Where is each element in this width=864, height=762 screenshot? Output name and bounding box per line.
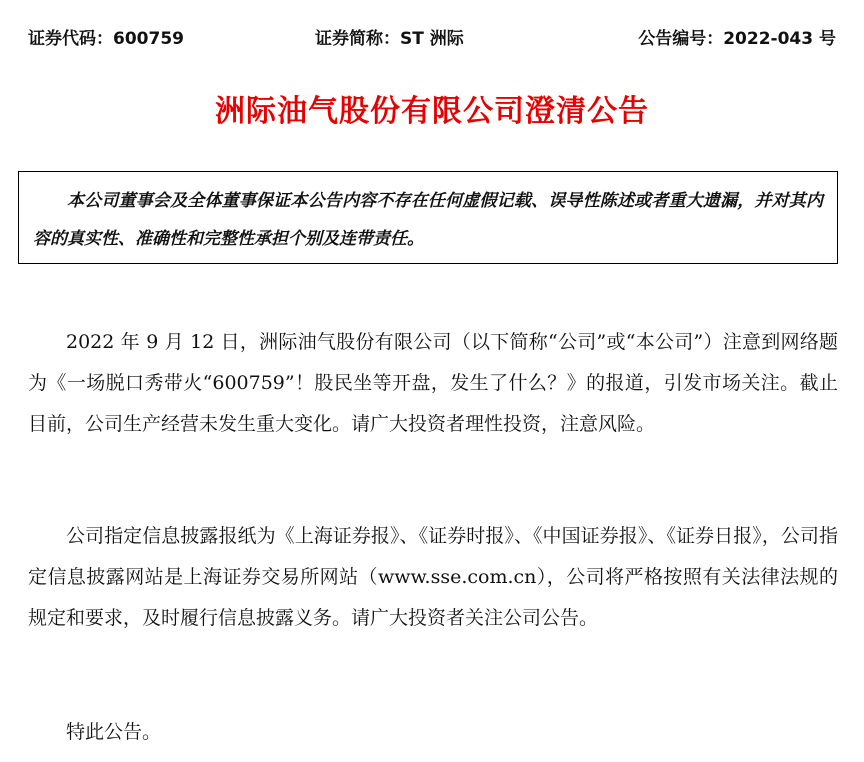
body-paragraph-clarification: 2022 年 9 月 12 日，洲际油气股份有限公司（以下简称“公司”或“本公司”）注意到网络题为《一场脱口秀带火“600759”！股民坐等开盘，发生了什么？》的报道，引发市场关注。截止目前，公司生产经营未发生重大变化。请广大投资者理性投资，注意风险。 bbox=[28, 331, 839, 435]
board-guarantee-notice-box bbox=[18, 171, 838, 264]
security-code: 证券代码：600759 bbox=[28, 29, 184, 49]
body-paragraph-disclosure: 公司指定信息披露报纸为《上海证券报》、《证券时报》、《中国证券报》、《证券日报》，公司指定信息披露网站是上海证券交易所网站（www.sse.com.cn），公司将严格按照有关法律法规的规定和要求，及时履行信息披露义务。请广大投资者关注公司公告。 bbox=[28, 525, 838, 629]
board-guarantee-notice: 本公司董事会及全体董事保证本公告内容不存在任何虚假记载、误导性陈述或者重大遗漏，并对其内容的真实性、准确性和完整性承担个别及连带责任。 bbox=[33, 191, 823, 249]
announcement-header bbox=[28, 28, 836, 50]
body-paragraph-1-container bbox=[28, 322, 838, 445]
announcement-number: 公告编号：2022-043 号 bbox=[638, 29, 836, 49]
body-paragraph-2-container bbox=[28, 516, 838, 639]
closing-statement: 特此公告。 bbox=[66, 721, 162, 743]
document-title: 洲际油气股份有限公司澄清公告 bbox=[215, 94, 649, 129]
body-paragraph-3-container bbox=[28, 712, 838, 753]
security-abbreviation: 证券简称：ST 洲际 bbox=[315, 29, 464, 49]
